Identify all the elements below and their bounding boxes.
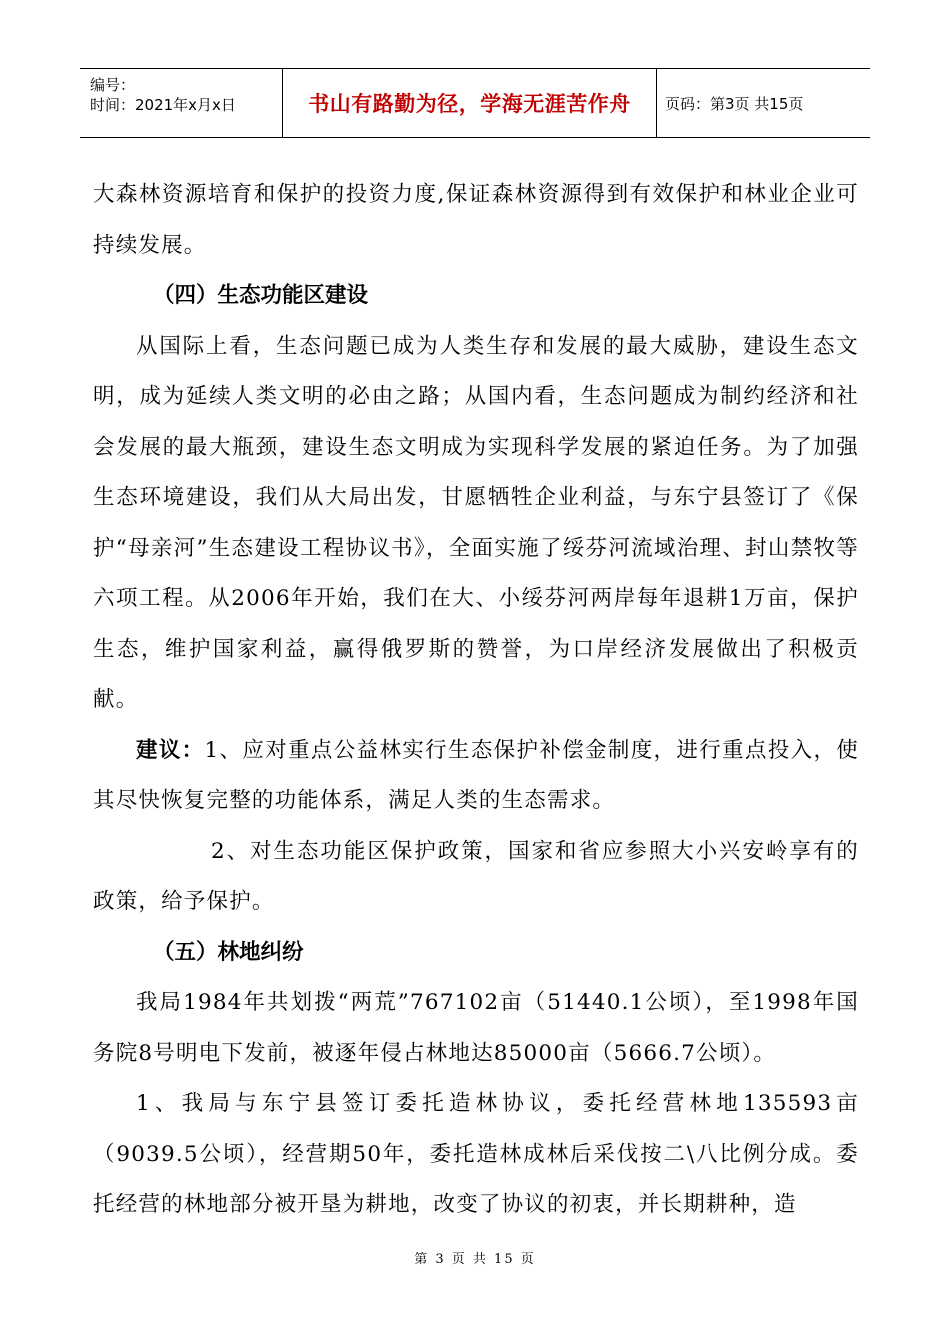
header-time: 时间：2021年x月x日 [90, 96, 236, 114]
section-heading-forest-land-dispute: （五）林地纠纷 [153, 939, 304, 965]
document-header [80, 68, 870, 138]
header-number: 编号： [90, 76, 136, 94]
paragraph-suggestion-2: 2、对生态功能区保护政策，国家和省应参照大小兴安岭享有的政策，给予保护。 [93, 838, 859, 914]
header-meta [80, 69, 283, 137]
paragraph-land-allocation: 我局1984年共划拨“两荒”767102亩（51440.1公顷），至1998年国务院8号明电下发前，被逐年侵占林地达85000亩（5666.7公顷）。 [93, 990, 859, 1066]
paragraph-entrusted-afforestation: 1、我局与东宁县签订委托造林协议，委托经营林地135593亩（9039.5公顷），经营期50年，委托造林成林后采伐按二\八比例分成。委托经营的林地部分被开垦为耕地，改变了协议的初衷，并长期耕种，造 [93, 1091, 859, 1217]
section-heading-ecological-zone: （四）生态功能区建设 [153, 283, 369, 308]
paragraph-ecological-issues: 从国际上看，生态问题已成为人类生存和发展的最大威胁，建设生态文明，成为延续人类文明的必由之路；从国内看，生态问题成为制约经济和社会发展的最大瓶颈，建设生态文明成为实现科学发展的紧迫任务。为了加强生态环境建设，我们从大局出发，甘愿牺牲企业利益，与东宁县签订了《保护“母亲河”生态建设工程协议书》，全面实施了绥芬河流域治理、封山禁牧等六项工程。从2006年开始，我们在大、小绥芬河两岸每年退耕1万亩，保护生态，维护国家利益，赢得俄罗斯的赞誉，为口岸经济发展做出了积极贡献。 [93, 333, 859, 712]
suggestion-label: 建议： [136, 737, 205, 763]
header-motto: 书山有路勤为径，学海无涯苦作舟 [283, 69, 657, 137]
document-body [93, 170, 859, 1231]
page-footer: 第 3 页 共 15 页 [414, 1252, 536, 1267]
suggestion-1-text: 1、应对重点公益林实行生态保护补偿金制度，进行重点投入，使其尽快恢复完整的功能体系，满足人类的生态需求。 [93, 737, 859, 813]
paragraph-suggestion-1 [93, 726, 859, 827]
paragraph-forest-investment: 大森林资源培育和保护的投资力度,保证森林资源得到有效保护和林业企业可持续发展。 [93, 182, 859, 258]
header-page-number: 页码：第3页 共15页 [665, 94, 804, 113]
